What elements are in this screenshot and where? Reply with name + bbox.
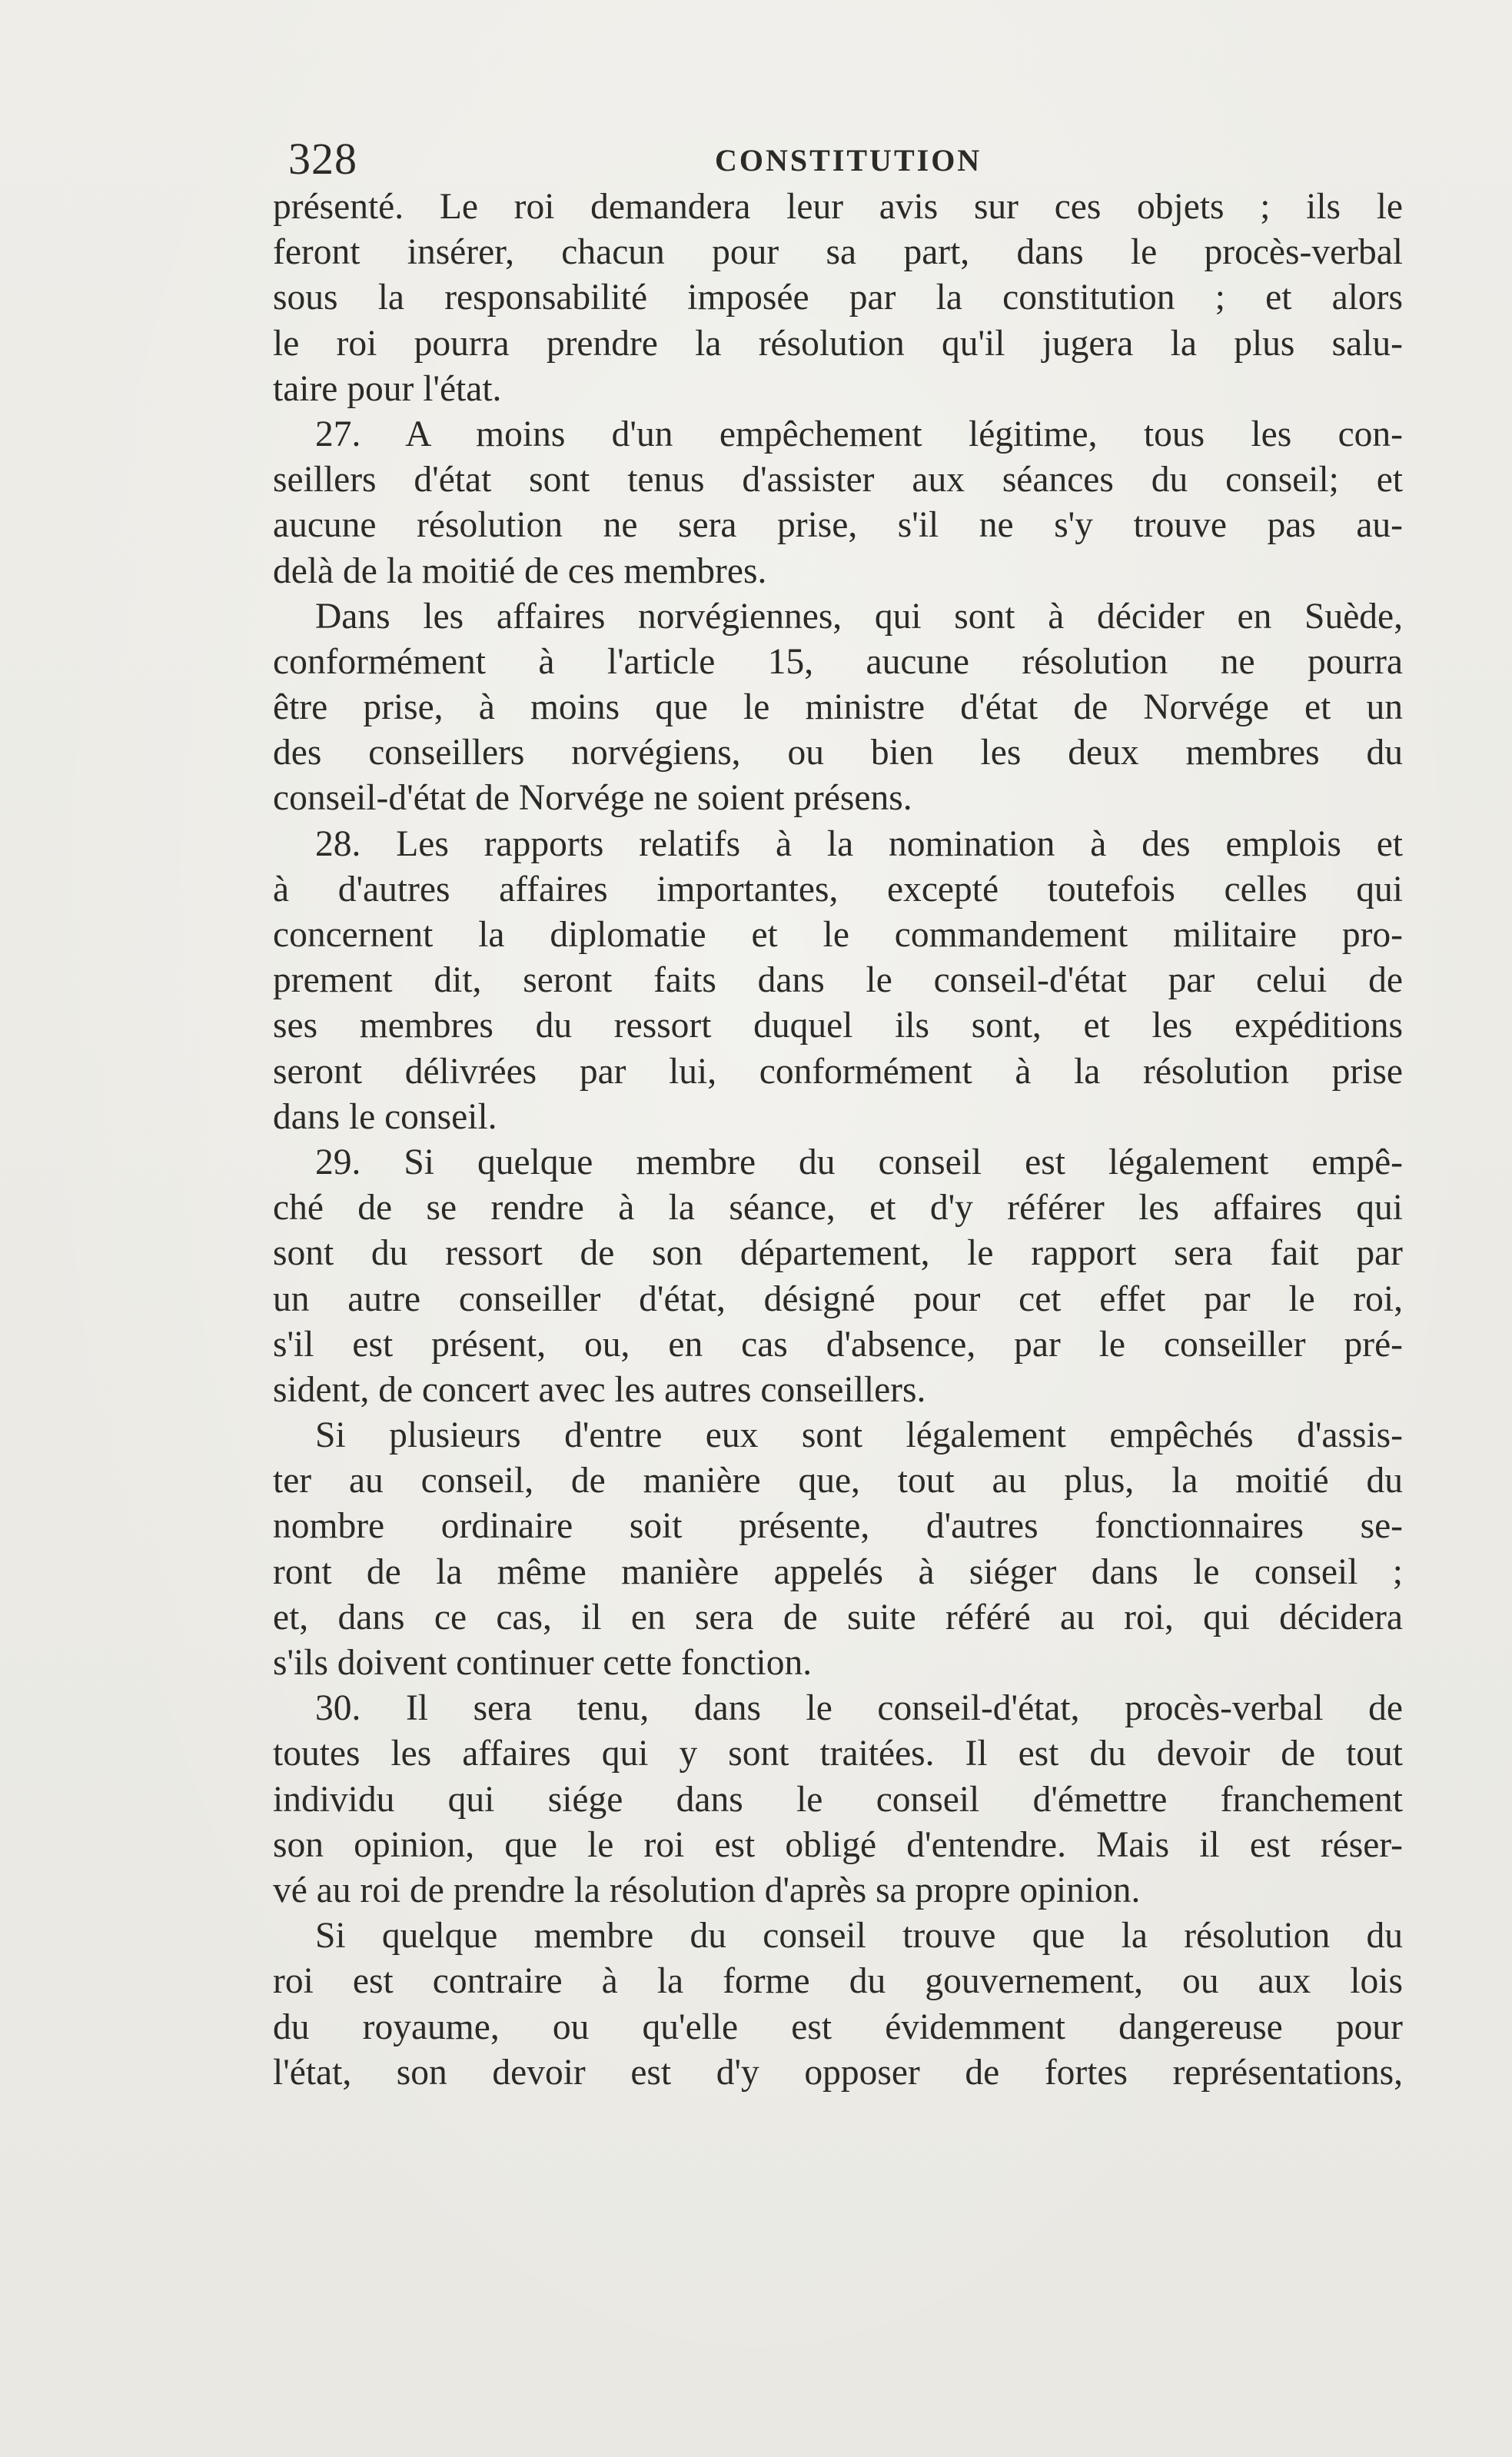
text-line: delà de la moitié de ces membres. bbox=[273, 550, 767, 591]
text-line: conformément à l'article 15, aucune résolution ne pourra bbox=[273, 641, 1403, 682]
text-line: s'il est présent, ou, en cas d'absence, par le conseiller pré- bbox=[273, 1324, 1403, 1365]
text-line: son opinion, que le roi est obligé d'entendre. Mais il est réser- bbox=[273, 1824, 1403, 1865]
text-line: l'état, son devoir est d'y opposer de fortes représentations, bbox=[273, 2052, 1403, 2093]
text-line: ché de se rendre à la séance, et d'y référer les affaires qui bbox=[273, 1188, 1403, 1228]
text-line: ter au conseil, de manière que, tout au plus, la moitié du bbox=[273, 1461, 1403, 1501]
text-line: être prise, à moins que le ministre d'état de Norvége et un bbox=[273, 687, 1403, 728]
text-line: Si quelque membre du conseil trouve que la résolution du bbox=[315, 1916, 1403, 1957]
text-line: roi est contraire à la forme du gouvernement, ou aux lois bbox=[273, 1961, 1403, 2002]
text-line: vé au roi de prendre la résolution d'après sa propre opinion. bbox=[273, 1870, 1141, 1910]
text-line: sont du ressort de son département, le rapport sera fait par bbox=[273, 1233, 1403, 1274]
text-line: s'ils doivent continuer cette fonction. bbox=[273, 1643, 812, 1683]
text-line: conseil-d'état de Norvége ne soient présens. bbox=[273, 778, 912, 819]
text-line: dans le conseil. bbox=[273, 1096, 497, 1137]
text-line: seront délivrées par lui, conformément à la résolution prise bbox=[273, 1051, 1403, 1092]
text-line: 28. Les rapports relatifs à la nomination à des emplois et bbox=[315, 823, 1403, 864]
text-line: 27. A moins d'un empêchement légitime, tous les con- bbox=[315, 414, 1403, 454]
text-line: concernent la diplomatie et le commandement militaire pro- bbox=[273, 915, 1403, 955]
text-line: et, dans ce cas, il en sera de suite référé au roi, qui décidera bbox=[273, 1597, 1403, 1637]
page-header bbox=[288, 132, 1403, 186]
text-line: du royaume, ou qu'elle est évidemment dangereuse pour bbox=[273, 2006, 1403, 2047]
text-line: individu qui siége dans le conseil d'émettre franchement bbox=[273, 1779, 1403, 1820]
text-line: sident, de concert avec les autres conseillers. bbox=[273, 1369, 926, 1410]
text-line: un autre conseiller d'état, désigné pour cet effet par le roi, bbox=[273, 1278, 1403, 1319]
text-line: aucune résolution ne sera prise, s'il ne s'y trouve pas au- bbox=[273, 505, 1403, 546]
text-line: nombre ordinaire soit présente, d'autres fonctionnaires se- bbox=[273, 1506, 1403, 1547]
text-line: Dans les affaires norvégiennes, qui sont à décider en Suède, bbox=[315, 596, 1403, 637]
text-line: toutes les affaires qui y sont traitées. Il est du devoir de tout bbox=[273, 1734, 1403, 1774]
text-line: prement dit, seront faits dans le conseil-d'état par celui de bbox=[273, 960, 1403, 1001]
text-line: le roi pourra prendre la résolution qu'il jugera la plus salu- bbox=[273, 323, 1403, 364]
text-line: des conseillers norvégiens, ou bien les deux membres du bbox=[273, 733, 1403, 773]
text-line: 30. Il sera tenu, dans le conseil-d'état, procès-verbal de bbox=[315, 1688, 1403, 1729]
page-number: 328 bbox=[288, 134, 357, 184]
text-line: 29. Si quelque membre du conseil est légalement empê- bbox=[315, 1142, 1403, 1182]
text-line: sous la responsabilité imposée par la constitution ; et alors bbox=[273, 278, 1403, 318]
running-head: CONSTITUTION bbox=[715, 143, 982, 178]
text-line: ses membres du ressort duquel ils sont, et les expéditions bbox=[273, 1006, 1403, 1046]
text-line: à d'autres affaires importantes, excepté toutefois celles qui bbox=[273, 869, 1403, 909]
text-line: présenté. Le roi demandera leur avis sur ces objets ; ils le bbox=[273, 187, 1403, 227]
text-line: taire pour l'état. bbox=[273, 368, 502, 409]
text-line: ront de la même manière appelés à siéger dans le conseil ; bbox=[273, 1551, 1403, 1592]
body-text bbox=[273, 185, 1403, 2096]
text-line: feront insérer, chacun pour sa part, dans le procès-verbal bbox=[273, 232, 1403, 273]
text-line: Si plusieurs d'entre eux sont légalement empêchés d'assis- bbox=[315, 1415, 1403, 1456]
text-line: seillers d'état sont tenus d'assister aux séances du conseil; et bbox=[273, 460, 1403, 500]
